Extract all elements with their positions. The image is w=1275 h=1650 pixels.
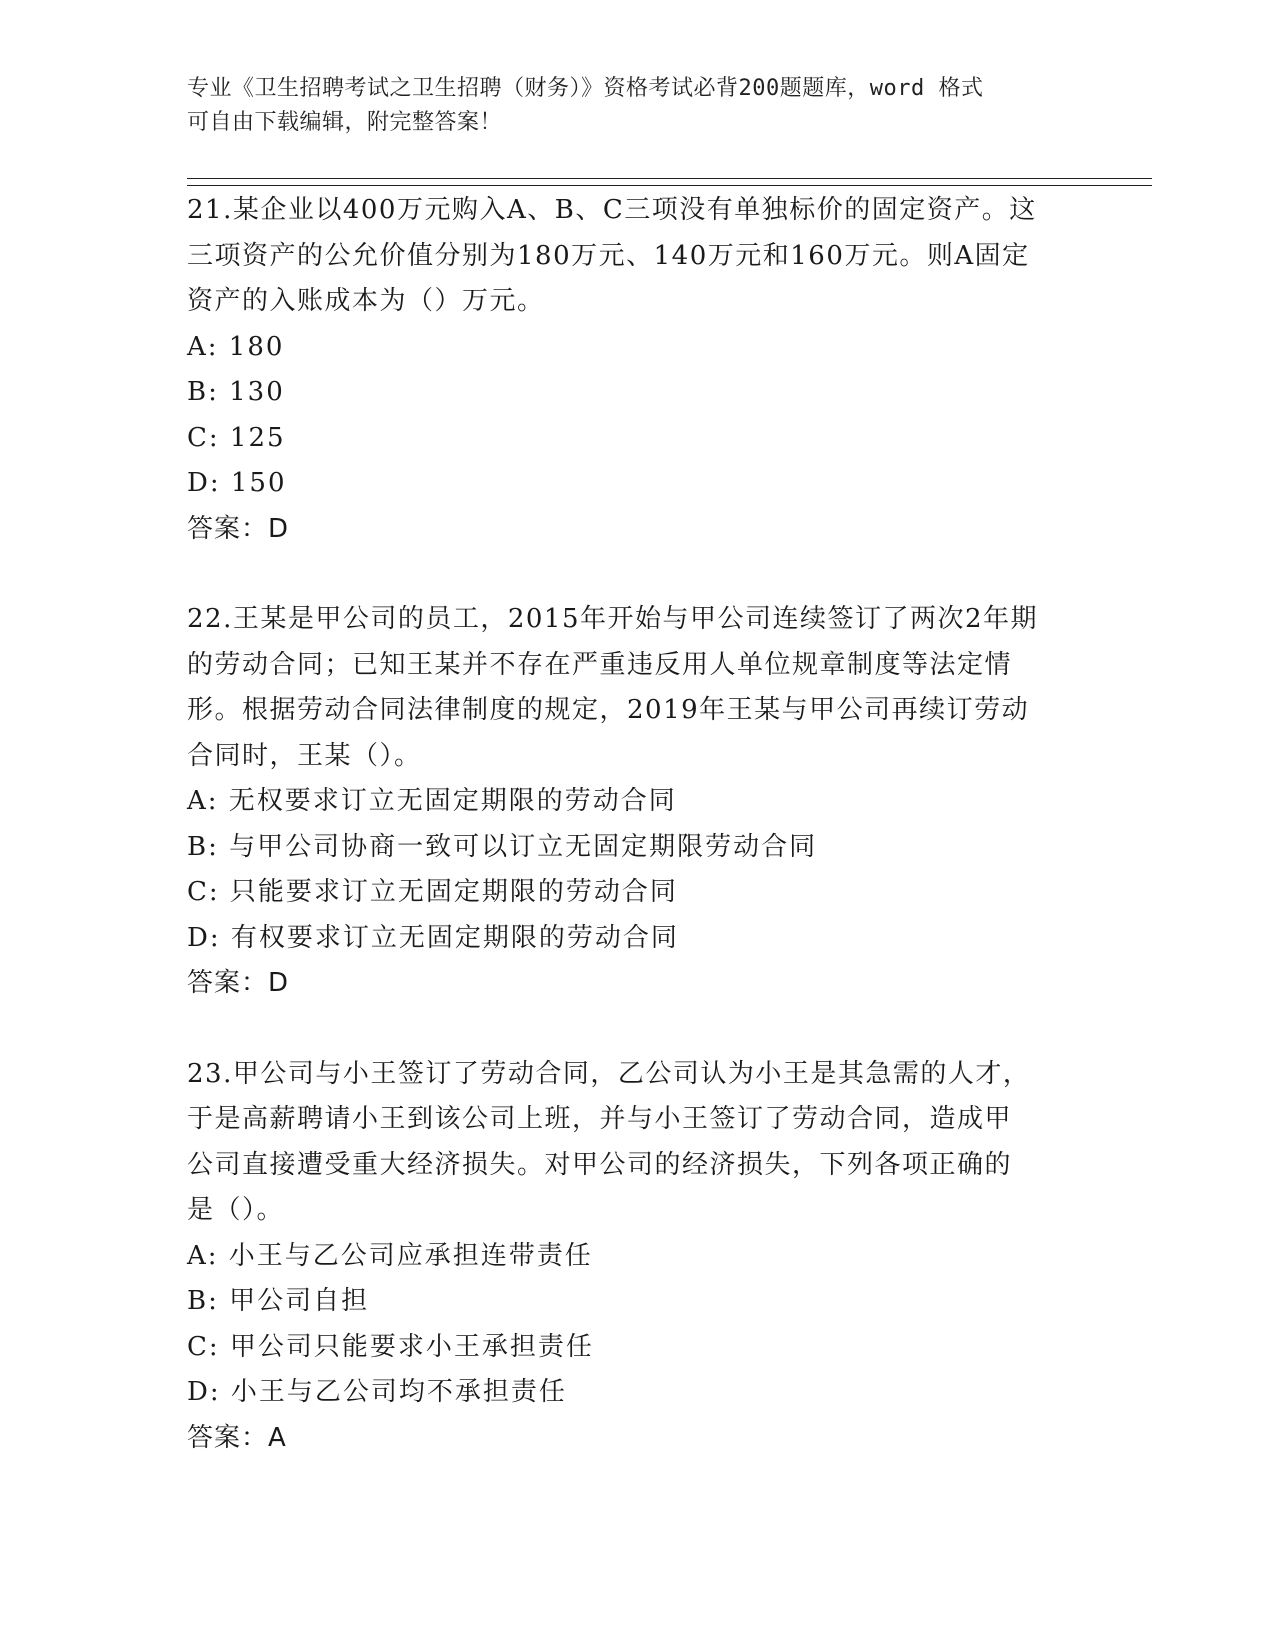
document-header	[187, 72, 1067, 140]
stem-line: 合同时，王某（）。	[187, 740, 422, 771]
stem-line: 公司直接遭受重大经济损失。对甲公司的经济损失，下列各项正确的	[187, 1149, 1013, 1180]
option-b: B: 与甲公司协商一致可以订立无固定期限劳动合同	[187, 831, 818, 862]
question-list	[187, 188, 1087, 1461]
stem-line: 形。根据劳动合同法律制度的规定，2019年王某与甲公司再续订劳动	[187, 695, 1030, 725]
stem-line: 资产的入账成本为（）万元。	[187, 286, 545, 316]
header-divider-top	[187, 178, 1152, 179]
header-line-1: 专业《卫生招聘考试之卫生招聘（财务）》资格考试必背200题题库，word 格式	[187, 76, 984, 101]
option-b: B: 130	[187, 377, 285, 407]
question-stem	[187, 597, 1087, 779]
stem-line: 21.某企业以400万元购入A、B、C三项没有单独标价的固定资产。这	[187, 195, 1037, 225]
stem-line: 22.王某是甲公司的员工，2015年开始与甲公司连续签订了两次2年期	[187, 604, 1039, 634]
question-stem	[187, 188, 1087, 325]
question-22	[187, 597, 1087, 1007]
question-stem	[187, 1052, 1087, 1234]
answer-label: 答案：D	[187, 513, 290, 544]
header-divider-bottom	[187, 185, 1152, 186]
question-21	[187, 188, 1087, 552]
stem-line: 23.甲公司与小王签订了劳动合同，乙公司认为小王是其急需的人才，	[187, 1058, 1031, 1089]
option-b: B: 甲公司自担	[187, 1286, 370, 1316]
option-d: D: 有权要求订立无固定期限的劳动合同	[187, 922, 679, 953]
option-c: C: 125	[187, 422, 286, 453]
option-c: C: 甲公司只能要求小王承担责任	[187, 1331, 594, 1362]
stem-line: 三项资产的公允价值分别为180万元、140万元和160万元。则A固定	[187, 240, 1030, 271]
question-gap	[187, 1007, 1087, 1052]
answer-label: 答案：A	[187, 1422, 287, 1453]
stem-line: 是（）。	[187, 1195, 285, 1225]
stem-line: 的劳动合同；已知王某并不存在严重违反用人单位规章制度等法定情	[187, 649, 1013, 680]
question-gap	[187, 552, 1087, 597]
answer-label: 答案：D	[187, 968, 290, 998]
stem-line: 于是高薪聘请小王到该公司上班，并与小王签订了劳动合同，造成甲	[187, 1104, 1013, 1134]
option-a: A: 180	[187, 331, 285, 362]
question-23	[187, 1052, 1087, 1462]
option-d: D: 小王与乙公司均不承担责任	[187, 1377, 567, 1407]
option-a: A: 无权要求订立无固定期限的劳动合同	[187, 786, 677, 816]
header-line-2: 可自由下载编辑，附完整答案！	[187, 110, 503, 135]
option-c: C: 只能要求订立无固定期限的劳动合同	[187, 877, 678, 907]
option-a: A: 小王与乙公司应承担连带责任	[187, 1240, 593, 1271]
option-d: D: 150	[187, 468, 287, 498]
